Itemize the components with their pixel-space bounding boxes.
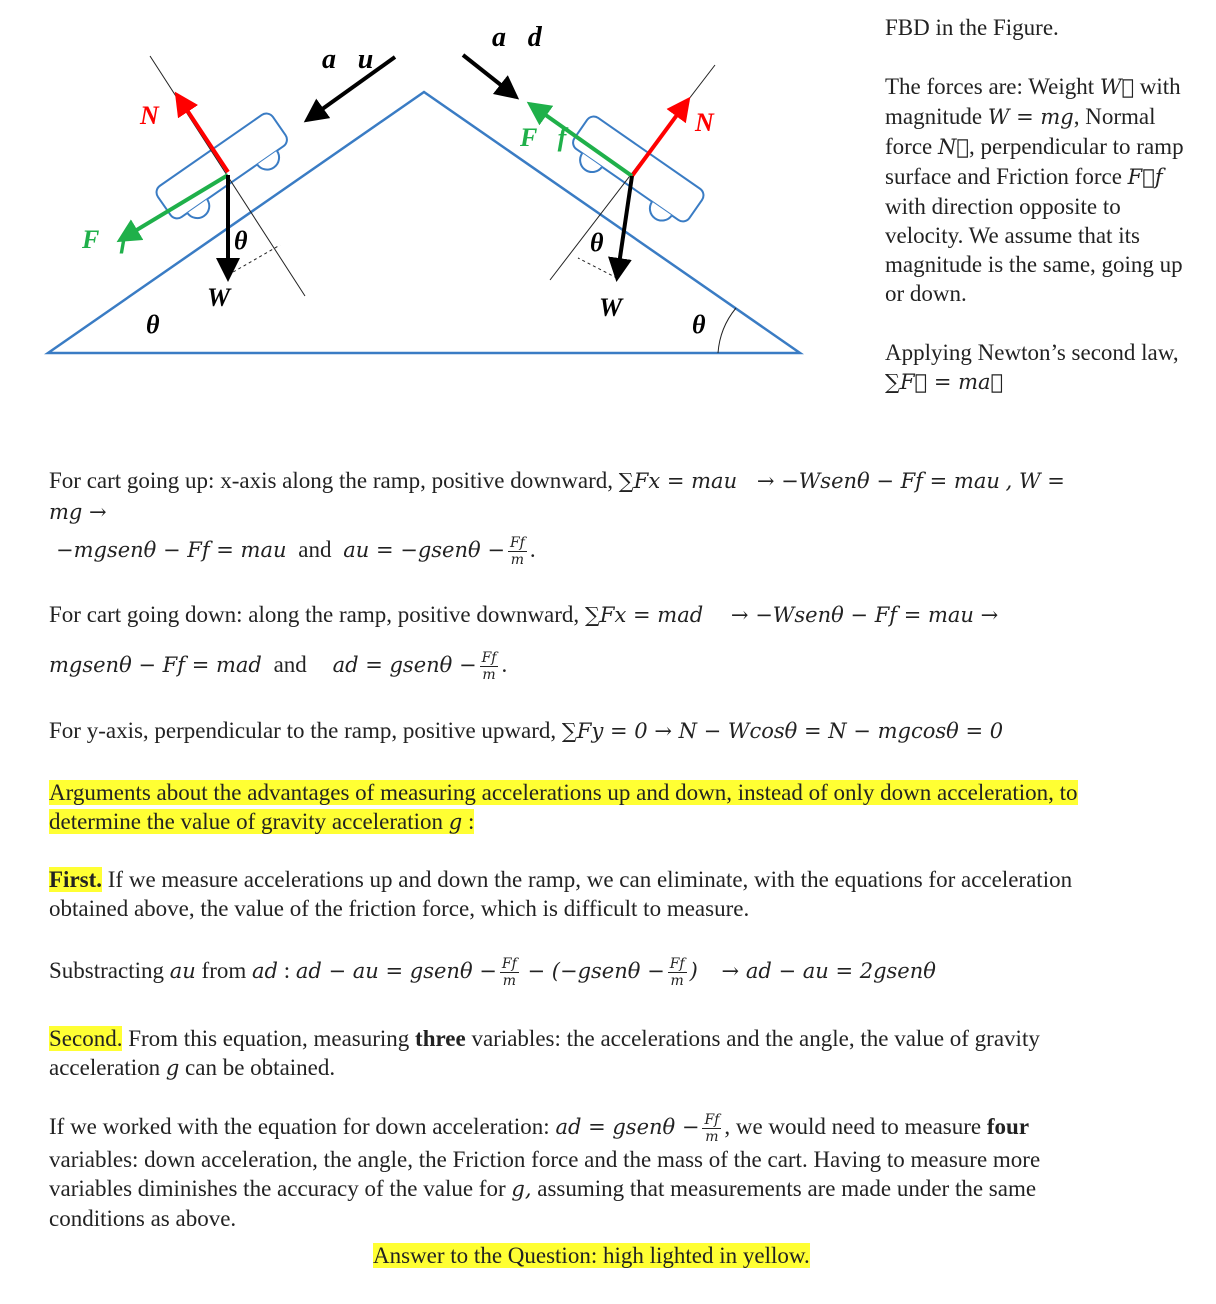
second-paragraph: Second. From this equation, measuring three variables: the accelerations and the angle, the value of gravity acceleration g can be obtained. xyxy=(49,1026,1040,1080)
label-Ff-left: F⃗f xyxy=(82,225,129,254)
ramp-triangle xyxy=(48,92,800,353)
eq-up-line3: −mgsenθ − Ff = mau and au = −gsenθ − $\frac{Ff}{m}$ . xyxy=(56,535,536,569)
label-W-right: W⃗ xyxy=(599,293,643,322)
accel-down-arrow xyxy=(463,55,516,97)
label-theta-left-base: θ xyxy=(146,310,160,339)
label-theta-left-cart: θ xyxy=(234,226,248,255)
free-body-diagram xyxy=(0,0,860,370)
label-a-d: a⃗d xyxy=(492,22,542,53)
side-p3: Applying Newton’s second law, ∑F⃗ = ma⃗ xyxy=(885,340,1179,394)
eq-down-line2: mgsenθ − Ff = mad and ad = gsenθ − $\frac{Ff}{m}$ . xyxy=(49,650,508,684)
eq-up-line1: For cart going up: x-axis along the ramp, positive downward, ∑Fx = mau → −Wsenθ − Ff = mau , W = xyxy=(49,468,1065,493)
eq-down-line1: For cart going down: along the ramp, positive downward, ∑Fx = mad → −Wsenθ − Ff = mau → xyxy=(49,602,999,627)
label-Ff-right: F⃗f xyxy=(520,123,567,152)
label-theta-right-base: θ xyxy=(692,310,706,339)
subtract-line: Substracting au from ad : ad − au = gsenθ − $\frac{Ff}{m}$ − (−gsenθ − $\frac{Ff}{m}$ ) → ad − au = 2gsenθ xyxy=(49,956,936,990)
first-paragraph: First. If we measure accelerations up and down the ramp, we can eliminate, with the equations for acceleration obtained above, the value of the friction force, which is difficult to measure. xyxy=(49,867,1073,921)
label-N-right: N⃗ xyxy=(695,108,734,137)
answer-line: Answer to the Question: high lighted in yellow. xyxy=(373,1243,810,1268)
side-p2: The forces are: Weight W⃗ with magnitude W = mg, Normal force N⃗, perpendicular to ramp surface and Friction force F⃗f with direction opposite to velocity. We assume that its magnitude is the same, going up or down. xyxy=(885,74,1184,306)
eq-up-line2: mg → xyxy=(49,500,107,524)
label-theta-right-cart: θ xyxy=(590,228,604,257)
angle-arc-right xyxy=(718,308,736,353)
label-N-left: N⃗ xyxy=(140,101,179,130)
down-only-paragraph: If we worked with the equation for down acceleration: ad = gsenθ − $\frac{Ff}{m}$ , we would need to measure four variables: down acceleration, the angle, the Friction force and the mass of the cart. Having to measure more variables diminishes the accuracy of the value for g, assuming that measurements are made under the same conditions as above. xyxy=(49,1112,1041,1232)
side-p1: FBD in the Figure. xyxy=(885,15,1059,40)
label-W-left: W⃗ xyxy=(207,283,251,312)
side-text xyxy=(885,13,1185,397)
eq-y-line: For y-axis, perpendicular to the ramp, positive upward, ∑Fy = 0 → N − Wcosθ = N − mgcosθ = 0 xyxy=(49,718,1004,743)
arguments-heading: Arguments about the advantages of measuring accelerations up and down, instead of only down acceleration, to determine the value of gravity acceleration g : xyxy=(49,780,1078,834)
dashed-right xyxy=(578,258,617,278)
label-a-u: a⃗u xyxy=(322,44,374,75)
